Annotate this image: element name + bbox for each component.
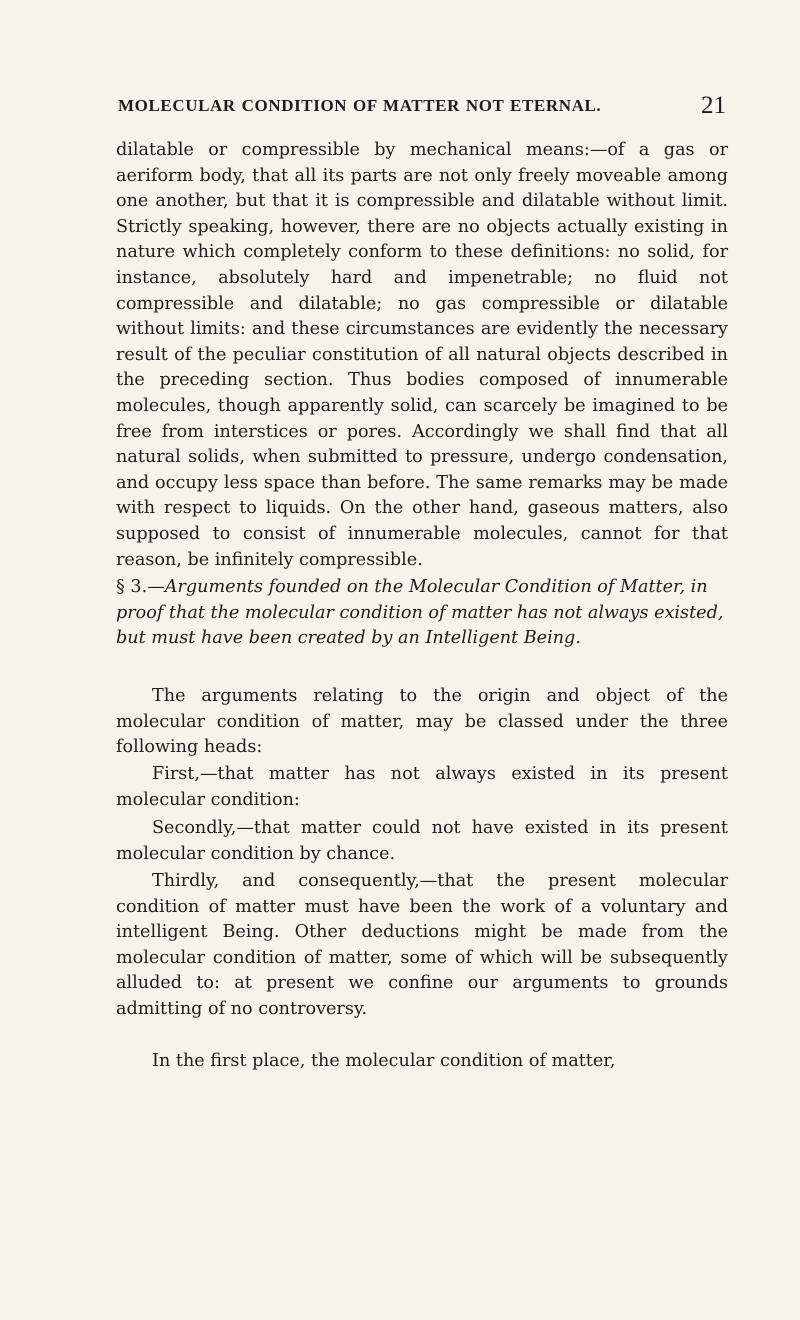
page-number: 21 (701, 92, 726, 119)
paragraph-third-head: Thirdly, and consequently,—that the present molecular condition of matter must have been the work of a voluntary and intelligent Being. Other deductions might be made from the molecular condition of matter, some of which will be subsequently alluded to: at present we confine our arguments to grounds admitting of no controversy. (116, 871, 728, 1019)
section-number: § 3.— (116, 577, 165, 597)
section-heading (116, 575, 728, 652)
running-head (118, 92, 726, 122)
paragraph-arguments-intro: The arguments relating to the origin and object of the molecular condition of matter, may be classed under the three following heads: (116, 686, 728, 758)
paragraph-definitions: dilatable or compressible by mechanical means:—of a gas or aeriform body, that all its parts are not only freely moveable among one another, but that it is compressible and dilatable without limit. Strictly speaking, however, there are no objects actually existing in nature which completely conform to these definitions: no solid, for instance, absolutely hard and impenetrable; no fluid not compressible and dilatable; no gas compressible or dilatable without limits: and these circumstances are evidently the necessary result of the peculiar constitution of all natural objects described in the preceding section. Thus bodies composed of innumerable molecules, though apparently solid, can scarcely be imagined to be free from interstices or pores. Accordingly we shall find that all natural solids, when submitted to pressure, undergo condensation, and occupy less space than before. The same remarks may be made with respect to liquids. On the other hand, gaseous matters, also supposed to consist of innumerable molecules, cannot for that reason, be infinitely compressible. (116, 140, 728, 570)
paragraph-first-head: First,—that matter has not always existed in its present molecular condition: (116, 764, 728, 810)
paragraph-second-head: Secondly,—that matter could not have existed in its present molecular condition by chance. (116, 818, 728, 864)
running-head-title: MOLECULAR CONDITION OF MATTER NOT ETERNAL. (118, 96, 602, 115)
section-title: Arguments founded on the Molecular Condition of Matter, in proof that the molecular condition of matter has not always existed, but must have been created by an Intelligent Being. (116, 577, 724, 649)
paragraph-first-place: In the first place, the molecular condition of matter, (152, 1051, 616, 1071)
